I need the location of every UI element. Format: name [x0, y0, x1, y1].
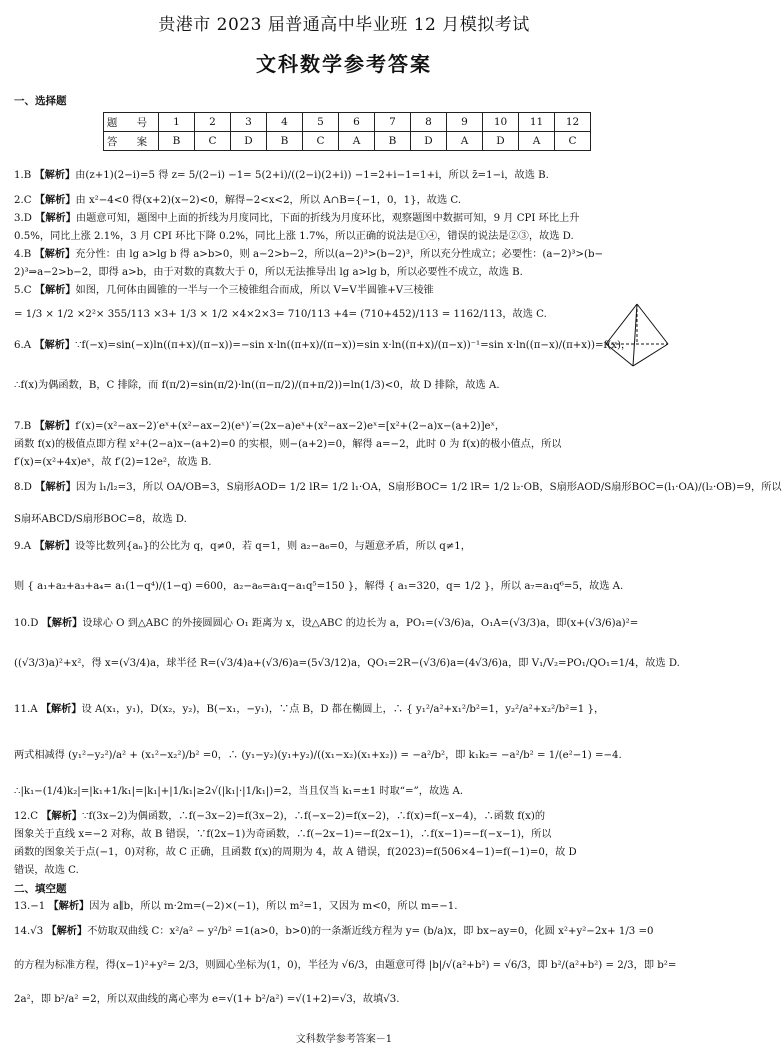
question-number-answer: 6.A [14, 340, 32, 351]
solution-line [14, 478, 782, 497]
answer-cell: C [303, 132, 339, 151]
question-11-solution [14, 700, 676, 801]
answer-cell: B [159, 132, 195, 151]
question-4-solution [14, 245, 676, 282]
solution-line: 则 { a₁+a₂+a₃+a₄= a₁(1−q⁴)/(1−q) =600，a₂−a₆=a₁q−a₁q⁵=150 }，解得 { a₁=320，q= 1/2 }，所以 a₇=a₁q⁶=5，故选 A. [14, 581, 624, 592]
solution-line: 2)³⇒a−2>b−2，即得 a>b，由于对数的真数大于 0，所以无法推导出 lg a>lg b，所以必要性不成立，故选 B. [14, 267, 523, 278]
solution-line: 错误，故选 C. [14, 865, 79, 876]
answer-cell: C [195, 132, 231, 151]
analysis-tag: 【解析】 [35, 212, 76, 224]
solution-text: f′(x)=(x²−ax−2)′eˣ+(x²−ax−2)(eˣ)′=(2x−a)eˣ+(x²−ax−2)eˣ=[x²+(2−a)x−(a+2)]eˣ， [75, 421, 506, 432]
question-number-answer: 8.D [14, 482, 32, 493]
answer-cell: B [267, 132, 303, 151]
question-number: 4 [267, 113, 303, 132]
question-number: 7 [375, 113, 411, 132]
solution-text: 因为 l₁/l₂=3，所以 OA/OB=3，S扇形AOD= 1/2 lR= 1/2 l₁·OA，S扇形BOC= 1/2 lR= 1/2 l₂·OB，S扇形AOD/S扇形BOC=(l₁·OA)/(l₂·OB)=9，所以 [75, 482, 782, 493]
solution-line [14, 807, 676, 826]
question-number: 9 [447, 113, 483, 132]
analysis-tag: 【解析】 [34, 194, 76, 206]
section-fill-heading: 二、填空题 [14, 883, 67, 895]
exam-title: 贵港市 2023 届普通高中毕业班 12 月模拟考试 [158, 15, 530, 35]
solution-text: 充分性：由 lg a>lg b 得 a>b>0，则 a−2>b−2，所以(a−2)³>(b−2)³，所以充分性成立；必要性：(a−2)³>(b− [75, 249, 604, 260]
analysis-tag: 【解析】 [34, 169, 76, 181]
analysis-tag: 【解析】 [46, 925, 88, 937]
row-label-number: 题 号 [104, 113, 159, 132]
solution-line: ((√3/3)a)²+x²，得 x=(√3/4)a，球半径 R=(√3/4)a+(√3/6)a=(5√3/12)a，QO₁=2R−(√3/6)a=(4√3/6)a，即 V₁/V₂=PO₁/QO₁=1/4，故选 D. [14, 658, 680, 669]
question-10-solution [14, 614, 680, 673]
question-number: 12 [555, 113, 591, 132]
question-number: 3 [231, 113, 267, 132]
question-9-solution [14, 537, 676, 596]
solution-text: 由题意可知，题图中上面的折线为月度同比，下面的折线为月度环比，观察题图中数据可知，9 月 CPI 环比上升 [75, 213, 580, 224]
analysis-tag: 【解析】 [34, 420, 76, 432]
solution-line: 的方程为标准方程，得(x−1)²+y²= 2/3，则圆心坐标为(1，0)，半径为 √6/3，由题意可得 |b|/√(a²+b²) = √6/3，即 b²/(a²+b²) = 2/3，即 b²= [14, 960, 677, 971]
page-footer: 文科数学参考答案－1 [295, 1034, 393, 1045]
question-number-answer: 2.C [14, 195, 32, 206]
solution-line: = 1/3 × 1/2 ×2²× 355/113 ×3+ 1/3 × 1/2 ×4×2×3= 710/113 +4= (710+452)/113 = 1162/113，故选 C. [14, 309, 547, 320]
analysis-tag: 【解析】 [35, 481, 76, 493]
solution-text: ∵f(−x)=sin(−x)ln((π+x)/(π−x))=−sin x·ln((π+x)/(π−x))=sin x·ln((π+x)/(π−x))⁻¹=sin x·ln((π−x)/(π+x))=f(x)， [75, 340, 632, 351]
question-2-solution [14, 191, 676, 210]
question-number: 2 [195, 113, 231, 132]
section-choice-heading: 一、选择题 [14, 95, 67, 107]
answer-table [103, 112, 591, 151]
analysis-tag: 【解析】 [34, 248, 76, 260]
answer-table-answer-row [104, 132, 591, 151]
answer-cell: A [339, 132, 375, 151]
question-number: 1 [159, 113, 195, 132]
solution-line [14, 614, 676, 633]
solution-line: 2a²，即 b²/a² =2，所以双曲线的离心率为 e=√(1+ b²/a²) =√(1+2)=√3，故填√3. [14, 994, 400, 1005]
question-number: 8 [411, 113, 447, 132]
row-label-answer: 答 案 [104, 132, 159, 151]
question-number: 5 [303, 113, 339, 132]
solution-line: 函数的图象关于点(−1，0)对称，故 C 正确，且函数 f(x)的周期为 4，故 A 错误，f(2023)=f(506×4−1)=f(−1)=0，故 D [14, 847, 577, 858]
question-number-answer: 4.B [14, 249, 32, 260]
question-number-answer: 9.A [14, 541, 32, 552]
solution-text: 设等比数列{aₙ}的公比为 q，q≠0，若 q=1，则 a₂−a₆=0，与题意矛盾，所以 q≠1， [75, 541, 471, 552]
solution-text: ∵f(3x−2)为偶函数，∴f(−3x−2)=f(3x−2)，∴f(−x−2)=f(x−2)，∴f(x)=f(−x−4)，∴函数 f(x)的 [82, 811, 546, 822]
solution-line [14, 166, 676, 185]
question-number-answer: 12.C [14, 811, 38, 822]
question-7-solution [14, 417, 676, 472]
question-number-answer: 10.D [14, 618, 39, 629]
answer-table-number-row [104, 113, 591, 132]
solution-line: f′(x)=(x²+4x)eˣ，故 f′(2)=12e²，故选 B. [14, 457, 212, 468]
question-number-answer: 11.A [14, 704, 38, 715]
question-number-answer: 1.B [14, 170, 32, 181]
question-number-answer: 14.√3 [14, 926, 44, 937]
solution-line [14, 537, 676, 556]
question-6-solution [14, 336, 676, 395]
solution-line: 函数 f(x)的极值点即方程 x²+(2−a)x−(a+2)=0 的实根，则−(a+2)=0，解得 a=−2，此时 0 为 f(x)的极小值点，所以 [14, 439, 562, 450]
answer-cell: D [483, 132, 519, 151]
question-number-answer: 13.−1 [14, 901, 46, 912]
question-5-solution [14, 281, 604, 324]
solution-line [14, 897, 676, 916]
solution-line: 图象关于直线 x=−2 对称，故 B 错误，∵f(2x−1)为奇函数，∴f(−2x−1)=−f(2x−1)，∴f(x−1)=−f(−x−1)，所以 [14, 829, 552, 840]
solution-line [14, 700, 676, 719]
analysis-tag: 【解析】 [34, 339, 76, 351]
solution-line [14, 922, 676, 941]
solution-line: ∴f(x)为偶函数，B，C 排除，而 f(π/2)=sin(π/2)·ln((π−π/2)/(π+π/2))=ln(1/3)<0，故 D 排除，故选 A. [14, 380, 500, 391]
solution-line [14, 245, 676, 264]
solution-text: 由(z+1)(2−i)=5 得 z= 5/(2−i) −1= 5(2+i)/((2−i)(2+i)) −1=2+i−1=1+i，所以 z̄=1−i，故选 B. [75, 170, 549, 181]
answer-cell: B [375, 132, 411, 151]
answer-cell: A [519, 132, 555, 151]
solution-text: 如图，几何体由圆锥的一半与一个三棱锥组合而成，所以 V=V半圆锥+V三棱锥 [75, 285, 434, 296]
question-14-solution [14, 922, 676, 1009]
analysis-tag: 【解析】 [34, 284, 76, 296]
solution-line: ∴|k₁−(1/4)k₂|=|k₁+1/k₁|=|k₁|+|1/k₁|≥2√(|k₁|·|1/k₁|)=2，当且仅当 k₁=±1 时取“=”，故选 A. [14, 786, 464, 797]
solution-line: 0.5%，同比上涨 2.1%，3 月 CPI 环比下降 0.2%，同比上涨 1.7%，所以正确的说法是①④，错误的说法是②③，故选 D. [14, 231, 574, 242]
question-number-answer: 3.D [14, 213, 32, 224]
solution-text: 设球心 O 到△ABC 的外接圆圆心 O₁ 距离为 x，设△ABC 的边长为 a，PO₁=(√3/6)a，O₁A=(√3/3)a，即(x+(√3/6)a)²= [82, 618, 639, 629]
solution-line: 两式相减得 (y₁²−y₂²)/a² + (x₁²−x₂²)/b² =0，∴ (y₁−y₂)(y₁+y₂)/((x₁−x₂)(x₁+x₂)) = −a²/b²，即 k₁k₂= −a²/b² = 1/(e²−1) =−4. [14, 750, 622, 761]
solution-line [14, 191, 676, 210]
analysis-tag: 【解析】 [41, 810, 82, 822]
solution-text: 由 x²−4<0 得(x+2)(x−2)<0，解得−2<x<2，所以 A∩B={−1，0，1}，故选 C. [75, 195, 462, 206]
solution-line: S扇环ABCD/S扇形BOC=8，故选 D. [14, 514, 187, 525]
answer-title: 文科数学参考答案 [256, 52, 432, 76]
answer-cell: A [447, 132, 483, 151]
solution-text: 因为 a∥b，所以 m·2m=(−2)×(−1)，所以 m²=1，又因为 m<0，所以 m=−1. [89, 901, 458, 912]
question-13-solution [14, 897, 676, 916]
question-12-solution [14, 807, 676, 880]
answer-cell: C [555, 132, 591, 151]
analysis-tag: 【解析】 [48, 900, 90, 912]
question-number-answer: 5.C [14, 285, 32, 296]
analysis-tag: 【解析】 [41, 617, 83, 629]
solution-line [14, 209, 676, 228]
answer-cell: D [411, 132, 447, 151]
answer-cell: D [231, 132, 267, 151]
solution-line [14, 336, 676, 355]
question-8-solution [14, 478, 782, 529]
question-3-solution [14, 209, 676, 246]
solution-line [14, 417, 676, 436]
question-number: 10 [483, 113, 519, 132]
question-number: 11 [519, 113, 555, 132]
question-1-solution [14, 166, 676, 185]
question-number-answer: 7.B [14, 421, 32, 432]
analysis-tag: 【解析】 [34, 540, 76, 552]
analysis-tag: 【解析】 [40, 703, 82, 715]
question-number: 6 [339, 113, 375, 132]
solution-line [14, 281, 604, 300]
solution-text: 不妨取双曲线 C：x²/a² − y²/b² =1(a>0，b>0)的一条渐近线方程为 y= (b/a)x，即 bx−ay=0，化圆 x²+y²−2x+ 1/3 =0 [87, 926, 654, 937]
solution-text: 设 A(x₁，y₁)，D(x₂，y₂)，B(−x₁，−y₁)，∵点 B，D 都在椭圆上，∴ { y₁²/a²+x₁²/b²=1，y₂²/a²+x₂²/b²=1 }， [81, 704, 605, 715]
